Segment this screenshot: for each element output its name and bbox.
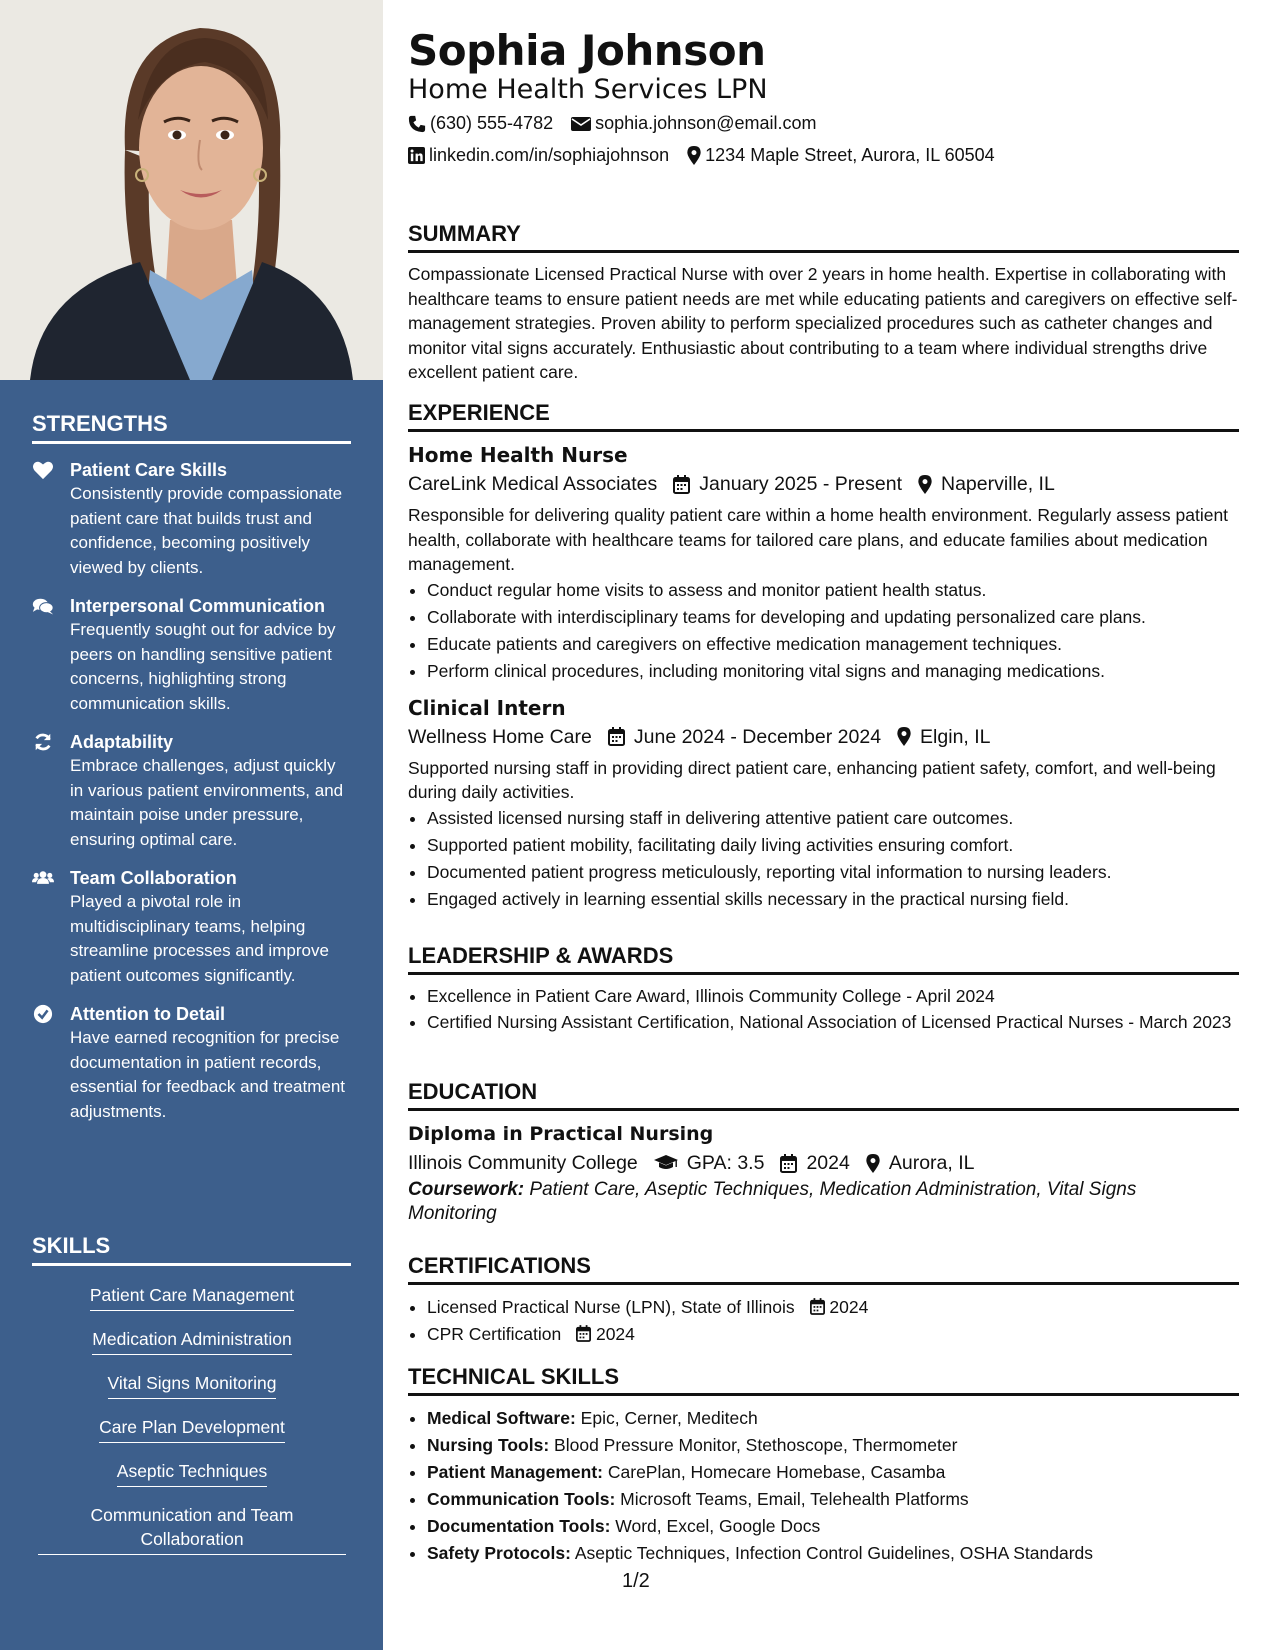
map-marker-icon — [918, 475, 932, 494]
company-name: Wellness Home Care — [408, 725, 592, 748]
technical-skill-value: Word, Excel, Google Docs — [615, 1516, 821, 1536]
coursework — [408, 1178, 1198, 1226]
job-location — [918, 469, 1055, 499]
technical-skill-value: Epic, Cerner, Meditech — [580, 1408, 758, 1428]
technical-skill-item — [427, 1540, 1239, 1567]
sidebar — [0, 0, 383, 1650]
strength-item — [32, 458, 352, 580]
linkedin-url: linkedin.com/in/sophiajohnson — [429, 145, 670, 165]
job-meta — [408, 469, 1239, 499]
technical-skills-section — [408, 1363, 1239, 1567]
page-number: 1/2 — [622, 1570, 650, 1592]
technical-skill-item — [427, 1459, 1239, 1486]
leadership-item: • Excellence in Patient Care Award, Illinois Community College - April 2024 — [427, 984, 1239, 1010]
job-bullet: • Collaborate with interdisciplinary teams for developing and updating personalized care plans. — [427, 604, 1239, 631]
skill-item: Communication and Team Collaboration — [38, 1503, 346, 1555]
job-bullet: • Perform clinical procedures, including monitoring vital signs and managing medications. — [427, 658, 1239, 685]
certifications-list — [408, 1294, 1239, 1348]
linkedin-icon — [408, 147, 425, 164]
education-location-text: Aurora, IL — [888, 1152, 975, 1174]
gpa — [654, 1148, 765, 1178]
strength-item — [32, 866, 352, 988]
gpa-text: GPA: 3.5 — [686, 1152, 765, 1174]
job-meta — [408, 722, 1239, 752]
company-name: CareLink Medical Associates — [408, 473, 658, 495]
calendar-icon — [780, 1154, 797, 1173]
certification-name: Licensed Practical Nurse (LPN), State of Illinois — [427, 1297, 795, 1317]
summary-text: Compassionate Licensed Practical Nurse with over 2 years in home health. Expertise in collaborating with healthcare teams to ensure patient needs are met while educating patients and caregivers on effective self-management strategies. Proven ability to perform specialized procedures such as catheter changes and monitor vital signs accurately. Enthusiastic about contributing to a team where individual strengths drive excellent patient care. — [408, 264, 1238, 382]
job-bullet: • Engaged actively in learning essential skills necessary in the practical nursing field. — [427, 886, 1239, 913]
job-bullet: • Conduct regular home visits to assess and monitor patient health status. — [427, 577, 1239, 604]
technical-skill-label: Medical Software: — [427, 1408, 576, 1428]
job-bullet: • Educate patients and caregivers on effective medication management techniques. — [427, 631, 1239, 658]
degree-title: Diploma in Practical Nursing — [408, 1123, 714, 1145]
skill-item: Medication Administration — [92, 1327, 291, 1355]
education-location — [866, 1148, 975, 1178]
users-icon — [32, 868, 54, 888]
technical-skill-value: Blood Pressure Monitor, Stethoscope, Thermometer — [554, 1435, 958, 1455]
certification-item — [427, 1321, 1239, 1348]
coursework-label: Coursework: — [408, 1179, 525, 1200]
technical-skill-value: CarePlan, Homecare Homebase, Casamba — [607, 1462, 946, 1482]
leadership-list — [408, 984, 1239, 1035]
graduation-cap-icon — [654, 1155, 678, 1172]
job-bullet: • Supported patient mobility, facilitating daily living activities ensuring comfort. — [427, 832, 1239, 859]
strength-title: Patient Care Skills — [70, 460, 228, 480]
map-marker-icon — [866, 1154, 880, 1173]
candidate-name: Sophia Johnson — [408, 26, 766, 75]
calendar-icon — [608, 727, 625, 746]
strength-title: Adaptability — [70, 732, 174, 752]
job-bullets — [408, 805, 1239, 913]
job-title: Clinical Intern — [408, 695, 566, 720]
strength-item — [32, 594, 352, 716]
job-description: Responsible for delivering quality patient care within a home health environment. Regularly assess patient health, collaborate with healthcare teams for tailored care plans, and educate families about medication management. — [408, 505, 1229, 574]
comments-icon — [32, 596, 54, 616]
summary-section — [408, 220, 1239, 385]
job-location-text: Naperville, IL — [941, 473, 1055, 495]
candidate-title: Home Health Services LPN — [408, 74, 768, 105]
job-bullets — [408, 577, 1239, 685]
skills-list — [32, 1283, 352, 1571]
skill-item: Patient Care Management — [90, 1283, 294, 1311]
phone-number: (630) 555-4782 — [430, 113, 554, 133]
technical-skill-label: Documentation Tools: — [427, 1516, 611, 1536]
job-location-text: Elgin, IL — [920, 725, 991, 748]
technical-skill-value: Aseptic Techniques, Infection Control Guidelines, OSHA Standards — [574, 1543, 1094, 1563]
job-bullet: • Assisted licensed nursing staff in delivering attentive patient care outcomes. — [427, 805, 1239, 832]
leadership-heading: LEADERSHIP & AWARDS — [408, 942, 1239, 975]
certification-name: CPR Certification — [427, 1324, 562, 1344]
strength-title: Attention to Detail — [70, 1004, 225, 1024]
certification-year: 2024 — [595, 1324, 635, 1344]
technical-skills-list — [408, 1405, 1239, 1567]
contact-row — [408, 145, 1013, 166]
technical-skill-value: Microsoft Teams, Email, Telehealth Platforms — [620, 1489, 969, 1509]
summary-heading: SUMMARY — [408, 220, 1239, 253]
certification-item — [427, 1294, 1239, 1321]
strength-description: Consistently provide compassionate patient care that builds trust and confidence, becoming positively viewed by clients. — [70, 484, 343, 577]
education-year-text: 2024 — [806, 1152, 850, 1174]
strength-description: Played a pivotal role in multidisciplinary teams, helping streamline processes and improve patient outcomes significantly. — [70, 892, 329, 985]
strength-title: Team Collaboration — [70, 868, 237, 888]
job-dates-text: June 2024 - December 2024 — [633, 725, 882, 748]
job-bullet: • Documented patient progress meticulously, reporting vital information to nursing leaders. — [427, 859, 1239, 886]
technical-skill-label: Safety Protocols: — [427, 1543, 571, 1563]
job-dates-text: January 2025 - Present — [699, 473, 902, 495]
job-dates — [673, 469, 902, 499]
experience-heading: EXPERIENCE — [408, 399, 1239, 432]
strength-description: Frequently sought out for advice by peers on handling sensitive patient concerns, highlighting strong communication skills. — [70, 620, 336, 713]
strengths-list — [32, 458, 352, 1138]
education-year — [780, 1148, 849, 1178]
calendar-icon — [810, 1298, 825, 1315]
job-location — [897, 722, 990, 752]
leadership-section — [408, 942, 1239, 1035]
technical-skill-item — [427, 1486, 1239, 1513]
technical-skills-heading: TECHNICAL SKILLS — [408, 1363, 1239, 1396]
email-address: sophia.johnson@email.com — [595, 113, 817, 133]
phone-icon — [408, 115, 426, 133]
experience-section — [408, 399, 1239, 913]
map-marker-icon — [687, 146, 701, 165]
strength-title: Interpersonal Communication — [70, 596, 326, 616]
technical-skill-label: Communication Tools: — [427, 1489, 616, 1509]
map-marker-icon — [897, 727, 911, 746]
technical-skill-item — [427, 1513, 1239, 1540]
strength-item — [32, 730, 352, 852]
calendar-icon — [576, 1325, 591, 1342]
technical-skill-item — [427, 1405, 1239, 1432]
email-contact[interactable] — [571, 113, 816, 134]
strength-description: Embrace challenges, adjust quickly in various patient environments, and maintain poise under pressure, ensuring optimal care. — [70, 756, 344, 849]
school-name: Illinois Community College — [408, 1152, 638, 1174]
strengths-heading: STRENGTHS — [32, 411, 351, 444]
address: 1234 Maple Street, Aurora, IL 60504 — [705, 145, 995, 165]
skill-item: Care Plan Development — [99, 1415, 285, 1443]
education-meta — [408, 1148, 1239, 1178]
certification-year: 2024 — [829, 1297, 869, 1317]
strength-item — [32, 1002, 352, 1124]
coursework-text: Patient Care, Aseptic Techniques, Medication Administration, Vital Signs Monitoring — [408, 1179, 1137, 1224]
leadership-item: • Certified Nursing Assistant Certification, National Association of Licensed Practical Nurses - March 2023 — [427, 1010, 1239, 1036]
skill-item: Aseptic Techniques — [117, 1459, 267, 1487]
technical-skill-label: Patient Management: — [427, 1462, 603, 1482]
envelope-icon — [571, 116, 591, 132]
phone-contact[interactable] — [408, 113, 553, 134]
profile-photo — [0, 0, 383, 380]
check-circle-icon — [32, 1004, 54, 1024]
job-description: Supported nursing staff in providing direct patient care, enhancing patient safety, comfort, and well-being during daily activities. — [408, 757, 1216, 802]
strength-description: Have earned recognition for precise documentation in patient records, essential for feedback and treatment adjustments. — [70, 1028, 345, 1121]
sync-icon — [32, 732, 54, 752]
job-title: Home Health Nurse — [408, 443, 628, 467]
certifications-heading: CERTIFICATIONS — [408, 1252, 1239, 1285]
profile-photo-illustration — [0, 0, 383, 380]
education-section — [408, 1078, 1239, 1226]
heart-icon — [32, 460, 54, 480]
job-entry — [408, 441, 1239, 685]
calendar-icon — [673, 475, 690, 494]
job-entry — [408, 694, 1239, 913]
skills-heading: SKILLS — [32, 1233, 351, 1266]
contact-row — [408, 113, 834, 134]
job-dates — [608, 722, 881, 752]
skill-item: Vital Signs Monitoring — [108, 1371, 277, 1399]
technical-skill-item — [427, 1432, 1239, 1459]
education-heading: EDUCATION — [408, 1078, 1239, 1111]
technical-skill-label: Nursing Tools: — [427, 1435, 550, 1455]
certifications-section — [408, 1252, 1239, 1348]
address-contact — [687, 145, 995, 166]
linkedin-contact[interactable] — [408, 145, 669, 166]
